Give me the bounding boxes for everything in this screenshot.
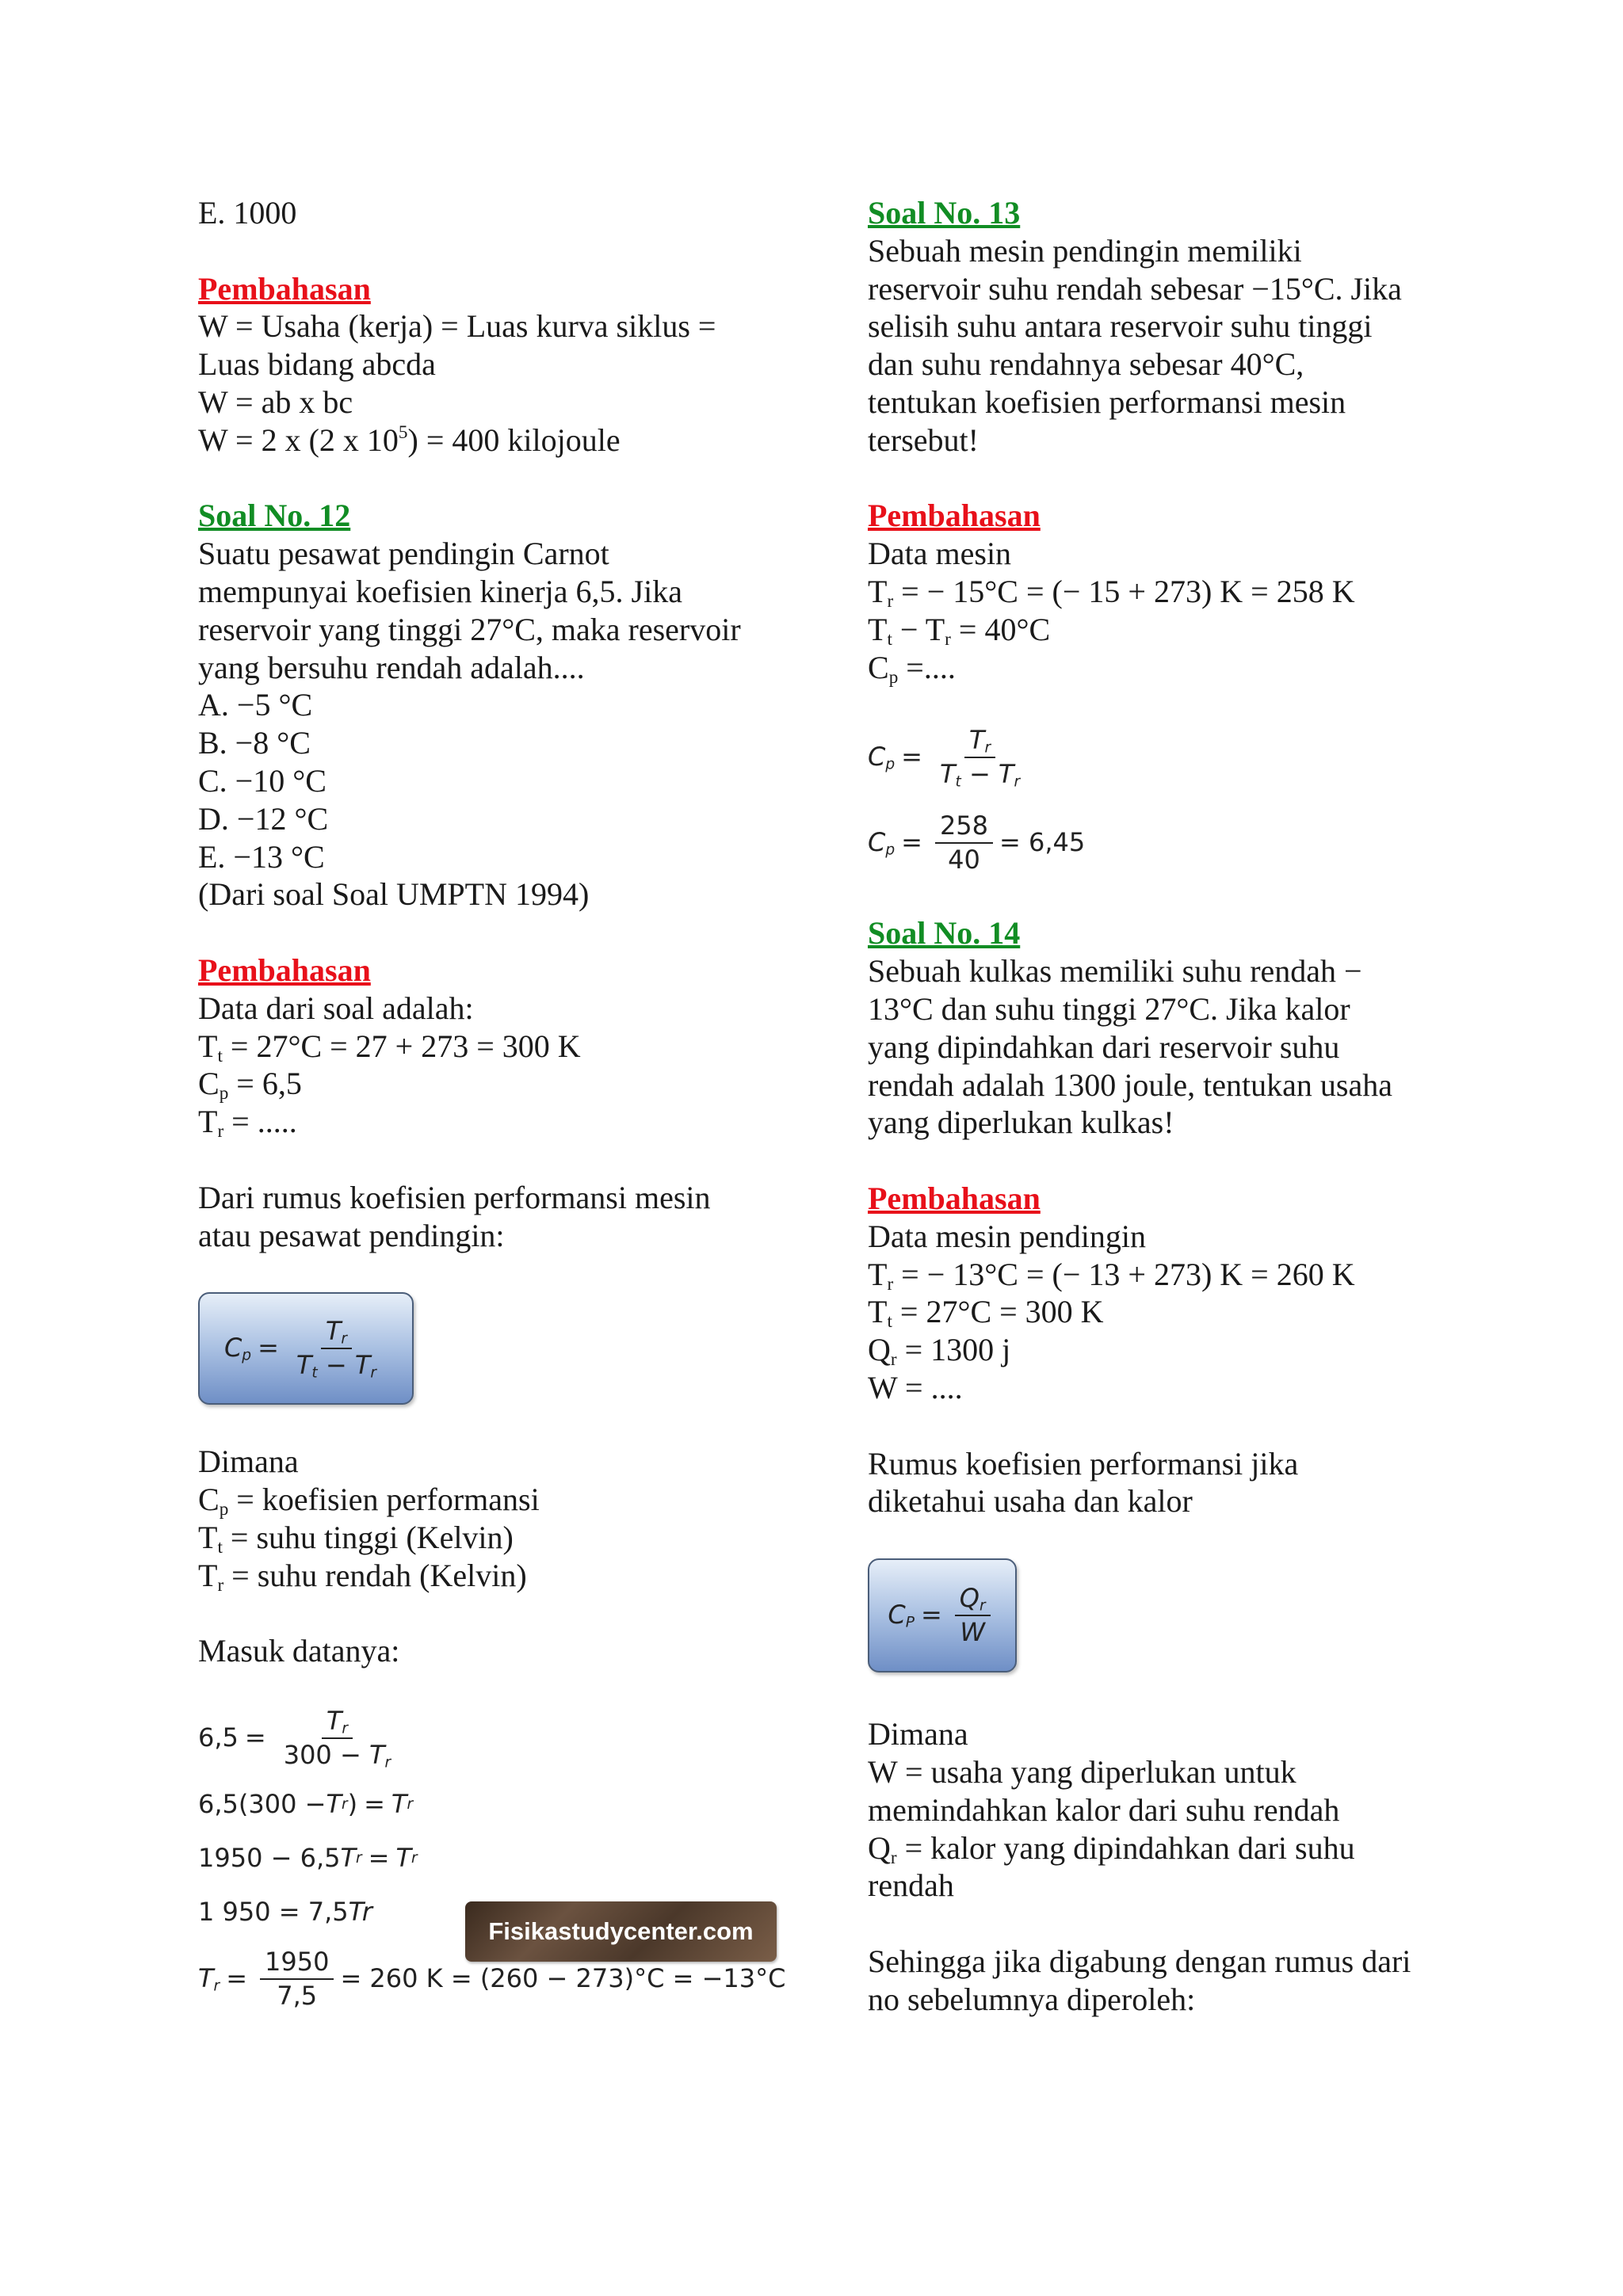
legend-line: rendah <box>868 1867 954 1904</box>
legend-line: $Q_r$ = kalor yang dipindahkan dari suhu <box>868 1829 1355 1868</box>
data-line: $T_t = 27^\circ C = 27 + 273 = 300$ K <box>198 1028 581 1066</box>
data-line: $C_p = 6,5$ <box>198 1066 302 1104</box>
legend-line: $T_t$ = suhu tinggi (Kelvin) <box>198 1519 514 1558</box>
question-text: yang dipindahkan dari reservoir suhu <box>868 1028 1340 1065</box>
question-heading-14: Soal No. 14 <box>868 915 1021 952</box>
question-text: yang diperlukan kulkas! <box>868 1104 1174 1141</box>
calc-step-5: $T_r$ = $\frac{1950}{7,5}$ = 260 K = (260 − 273)°C = −13°C <box>198 1946 786 2012</box>
question-text: selisih suhu antara reservoir suhu tinggi <box>868 308 1373 345</box>
right-column <box>868 194 1438 2018</box>
formula-cp: $C_p$ = $\frac{T_r}{T_t - T_r}$ <box>868 724 1021 791</box>
question-text: tentukan koefisien performansi mesin <box>868 383 1346 420</box>
closing-text: no sebelumnya diperoleh: <box>868 1981 1196 2017</box>
formula-intro: Rumus koefisien performansi jika <box>868 1445 1299 1482</box>
question-text: Suatu pesawat pendingin Carnot <box>198 536 609 572</box>
text-line: Luas bidang abcda <box>198 346 436 383</box>
work-result-line: W = 2 x (2 x $10^5) = 400$ kilojoule <box>198 421 621 458</box>
formula-box-cp: $C_p$ = $\frac{T_r}{T_t - T_r}$ <box>198 1292 414 1405</box>
question-text: 13°C dan suhu tinggi 27°C. Jika kalor <box>868 990 1350 1027</box>
question-text: reservoir suhu rendah sebesar −15°C. Jika <box>868 270 1402 307</box>
question-text: tersebut! <box>868 421 979 458</box>
question-text: rendah adalah 1300 joule, tentukan usaha <box>868 1066 1392 1103</box>
data-line: $Q_r = 1300$ j <box>868 1332 1011 1370</box>
data-line: $T_r$ = ..... <box>198 1104 297 1142</box>
formula-box-cp-qw: $C_P$ = $\frac{Q_r}{W}$ <box>868 1558 1017 1672</box>
question-heading-13: Soal No. 13 <box>868 195 1021 231</box>
calc-step-2: 6,5(300 − T r ) = T r <box>198 1789 414 1820</box>
legend-line: $T_r$ = suhu rendah (Kelvin) <box>198 1557 527 1596</box>
calc-step-4: 1 950 = 7,5 Tr <box>198 1897 372 1928</box>
masuk-label: Masuk datanya: <box>198 1633 400 1669</box>
answer-option-e: E. −13 °C <box>198 838 325 875</box>
calc-step-3: 1950 − 6,5 T r = T r <box>198 1843 418 1874</box>
answer-option-e: E. 1000 <box>198 195 297 231</box>
data-line: $C_p$ =.... <box>868 649 956 688</box>
watermark-logo: Fisikastudycenter.com <box>465 1901 777 1962</box>
left-column <box>198 194 800 2019</box>
legend-line: W = usaha yang diperlukan untuk <box>868 1753 1296 1790</box>
question-text: dan suhu rendahnya sebesar 40°C, <box>868 346 1304 383</box>
calc-cp-result: $C_p$ = $\frac{258}{40}$ = 6,45 <box>868 810 1086 875</box>
formula-intro: Dari rumus koefisien performansi mesin <box>198 1179 711 1215</box>
pembahasan-heading: Pembahasan <box>868 1180 1041 1216</box>
answer-option-b: B. −8 °C <box>198 725 311 761</box>
answer-option-a: A. −5 °C <box>198 687 313 723</box>
pembahasan-heading: Pembahasan <box>198 952 371 988</box>
formula-intro: diketahui usaha dan kalor <box>868 1483 1193 1520</box>
answer-option-d: D. −12 °C <box>198 800 329 837</box>
question-text: mempunyai koefisien kinerja 6,5. Jika <box>198 573 682 609</box>
pembahasan-heading: Pembahasan <box>198 270 371 307</box>
question-text: yang bersuhu rendah adalah.... <box>198 649 585 685</box>
answer-option-c: C. −10 °C <box>198 762 327 799</box>
data-line: $T_t - T_r = 40^\circ C$ <box>868 611 1051 650</box>
data-line: $T_r$ = − 15°C = (− 15 + 273) K = 258 K <box>868 573 1355 612</box>
dimana-label: Dimana <box>198 1444 299 1480</box>
data-line: $T_r$ = − 13°C = (− 13 + 273) K = 260 K <box>868 1256 1355 1295</box>
data-line: W = .... <box>868 1369 963 1405</box>
formula-intro: atau pesawat pendingin: <box>198 1217 505 1253</box>
calc-step-1: 6,5 = $\frac{T_r}{300 - T_r}$ <box>198 1705 391 1772</box>
question-source: (Dari soal Soal UMPTN 1994) <box>198 876 590 913</box>
question-text: reservoir yang tinggi 27°C, maka reservoir <box>198 611 741 647</box>
question-text: Sebuah mesin pendingin memiliki <box>868 232 1302 269</box>
data-line: $T_t = 27^\circ C = 300$ K <box>868 1294 1104 1333</box>
pembahasan-heading: Pembahasan <box>868 498 1041 534</box>
text-line: W = Usaha (kerja) = Luas kurva siklus = <box>198 308 716 345</box>
data-intro: Data mesin pendingin <box>868 1218 1147 1254</box>
data-intro: Data mesin <box>868 536 1012 572</box>
closing-text: Sehingga jika digabung dengan rumus dari <box>868 1943 1411 1979</box>
text-line: W = ab x bc <box>198 383 353 420</box>
data-intro: Data dari soal adalah: <box>198 990 474 1026</box>
dimana-label: Dimana <box>868 1716 968 1753</box>
legend-line: $C_p$ = koefisien performansi <box>198 1482 540 1520</box>
legend-line: memindahkan kalor dari suhu rendah <box>868 1791 1340 1828</box>
question-heading-12: Soal No. 12 <box>198 498 351 534</box>
question-text: Sebuah kulkas memiliki suhu rendah − <box>868 953 1362 990</box>
